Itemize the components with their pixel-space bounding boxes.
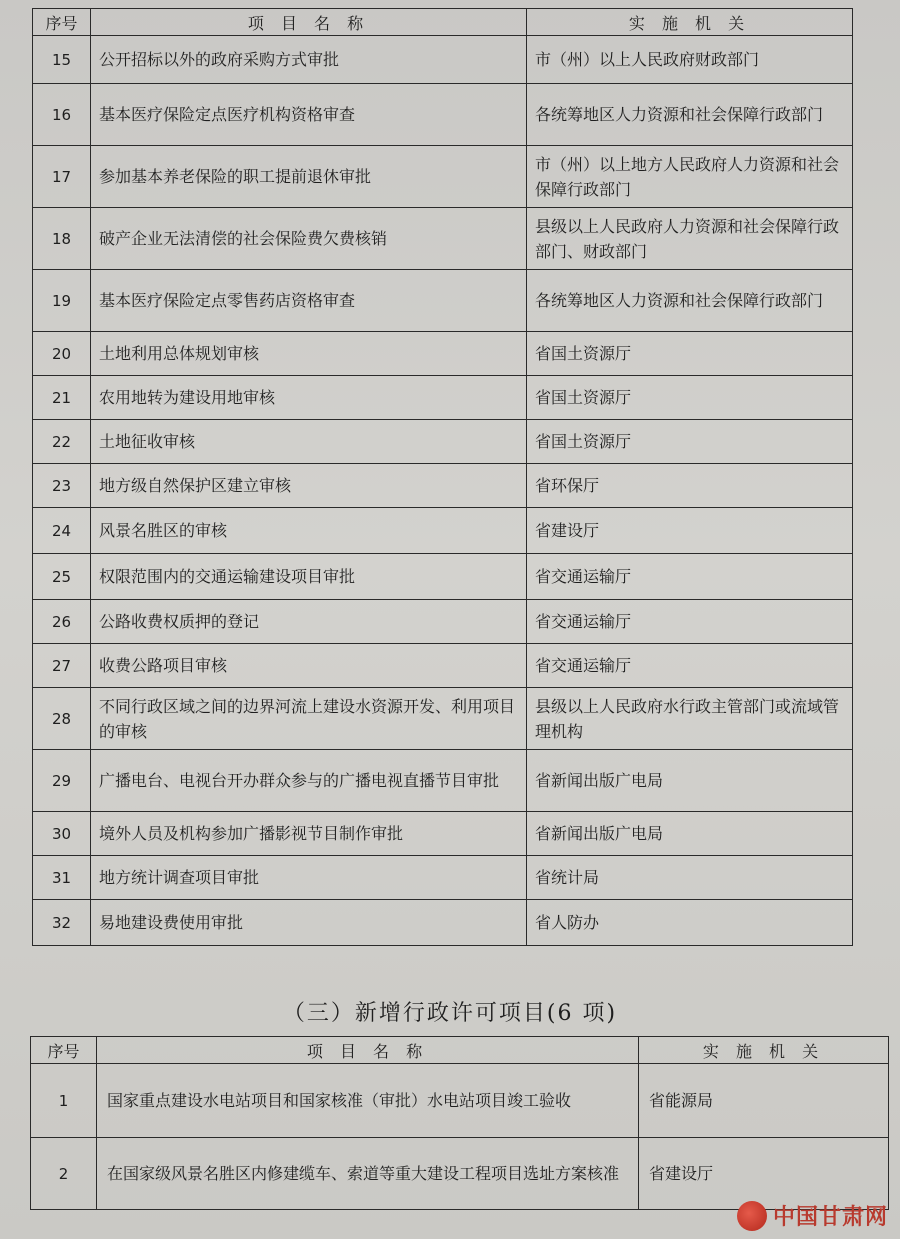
item-name: 境外人员及机构参加广播影视节目制作审批 [91, 812, 527, 856]
item-name: 易地建设费使用审批 [91, 900, 527, 946]
section-title: （三）新增行政许可项目(6 项) [282, 1001, 618, 1026]
agency: 省建设厅 [527, 508, 853, 554]
table-header-row [33, 9, 853, 36]
item-name: 收费公路项目审核 [91, 644, 527, 688]
agency: 省国土资源厅 [527, 376, 853, 420]
item-name: 国家重点建设水电站项目和国家核准（审批）水电站项目竣工验收 [97, 1064, 639, 1138]
table-row [31, 1138, 889, 1210]
header-num: 序号 [33, 9, 91, 36]
agency: 省交通运输厅 [527, 600, 853, 644]
item-name: 在国家级风景名胜区内修建缆车、索道等重大建设工程项目选址方案核准 [97, 1138, 639, 1210]
table-row [33, 208, 853, 270]
table-row [33, 508, 853, 554]
row-number: 2 [31, 1138, 97, 1210]
table-row [33, 376, 853, 420]
item-name: 农用地转为建设用地审核 [91, 376, 527, 420]
watermark [737, 1200, 888, 1231]
row-number: 18 [33, 208, 91, 270]
table-body [33, 36, 853, 946]
agency: 市（州）以上地方人民政府人力资源和社会保障行政部门 [527, 146, 853, 208]
agency: 省能源局 [639, 1064, 889, 1138]
agency: 市（州）以上人民政府财政部门 [527, 36, 853, 84]
table-row [33, 146, 853, 208]
table-row [33, 600, 853, 644]
table-row [33, 36, 853, 84]
header-name: 项 目 名 称 [97, 1037, 639, 1064]
item-name: 公开招标以外的政府采购方式审批 [91, 36, 527, 84]
table-row [31, 1064, 889, 1138]
row-number: 19 [33, 270, 91, 332]
agency: 省新闻出版广电局 [527, 812, 853, 856]
item-name: 公路收费权质押的登记 [91, 600, 527, 644]
row-number: 28 [33, 688, 91, 750]
item-name: 基本医疗保险定点零售药店资格审查 [91, 270, 527, 332]
row-number: 31 [33, 856, 91, 900]
row-number: 24 [33, 508, 91, 554]
item-name: 地方级自然保护区建立审核 [91, 464, 527, 508]
agency: 省交通运输厅 [527, 644, 853, 688]
header-name: 项 目 名 称 [91, 9, 527, 36]
table-row [33, 84, 853, 146]
header-agency: 实 施 机 关 [639, 1037, 889, 1064]
header-num: 序号 [31, 1037, 97, 1064]
item-name: 参加基本养老保险的职工提前退休审批 [91, 146, 527, 208]
row-number: 27 [33, 644, 91, 688]
new-permits-table [30, 1036, 889, 1210]
row-number: 25 [33, 554, 91, 600]
item-name: 基本医疗保险定点医疗机构资格审查 [91, 84, 527, 146]
row-number: 17 [33, 146, 91, 208]
row-number: 15 [33, 36, 91, 84]
agency: 省统计局 [527, 856, 853, 900]
row-number: 22 [33, 420, 91, 464]
agency: 省人防办 [527, 900, 853, 946]
table-row [33, 812, 853, 856]
agency: 各统筹地区人力资源和社会保障行政部门 [527, 84, 853, 146]
row-number: 29 [33, 750, 91, 812]
agency: 省交通运输厅 [527, 554, 853, 600]
table-row [33, 332, 853, 376]
row-number: 26 [33, 600, 91, 644]
row-number: 30 [33, 812, 91, 856]
agency: 省国土资源厅 [527, 420, 853, 464]
item-name: 风景名胜区的审核 [91, 508, 527, 554]
agency: 省新闻出版广电局 [527, 750, 853, 812]
agency: 省国土资源厅 [527, 332, 853, 376]
table-row [33, 688, 853, 750]
table-body [31, 1064, 889, 1210]
approval-items-table [32, 8, 853, 946]
agency: 县级以上人民政府水行政主管部门或流域管理机构 [527, 688, 853, 750]
item-name: 权限范围内的交通运输建设项目审批 [91, 554, 527, 600]
table-row [33, 270, 853, 332]
table-header-row [31, 1037, 889, 1064]
row-number: 32 [33, 900, 91, 946]
row-number: 16 [33, 84, 91, 146]
table-row [33, 554, 853, 600]
item-name: 土地征收审核 [91, 420, 527, 464]
row-number: 21 [33, 376, 91, 420]
watermark-text: 中国甘肃网 [772, 1205, 888, 1230]
agency: 各统筹地区人力资源和社会保障行政部门 [527, 270, 853, 332]
table-row [33, 420, 853, 464]
item-name: 不同行政区域之间的边界河流上建设水资源开发、利用项目的审核 [91, 688, 527, 750]
agency: 省建设厅 [639, 1138, 889, 1210]
row-number: 20 [33, 332, 91, 376]
table-row [33, 856, 853, 900]
row-number: 23 [33, 464, 91, 508]
table-row [33, 750, 853, 812]
table-row [33, 644, 853, 688]
item-name: 土地利用总体规划审核 [91, 332, 527, 376]
table-row [33, 900, 853, 946]
table-row [33, 464, 853, 508]
logo-icon [737, 1201, 767, 1231]
item-name: 地方统计调查项目审批 [91, 856, 527, 900]
row-number: 1 [31, 1064, 97, 1138]
agency: 省环保厅 [527, 464, 853, 508]
item-name: 破产企业无法清偿的社会保险费欠费核销 [91, 208, 527, 270]
agency: 县级以上人民政府人力资源和社会保障行政部门、财政部门 [527, 208, 853, 270]
item-name: 广播电台、电视台开办群众参与的广播电视直播节目审批 [91, 750, 527, 812]
header-agency: 实 施 机 关 [527, 9, 853, 36]
